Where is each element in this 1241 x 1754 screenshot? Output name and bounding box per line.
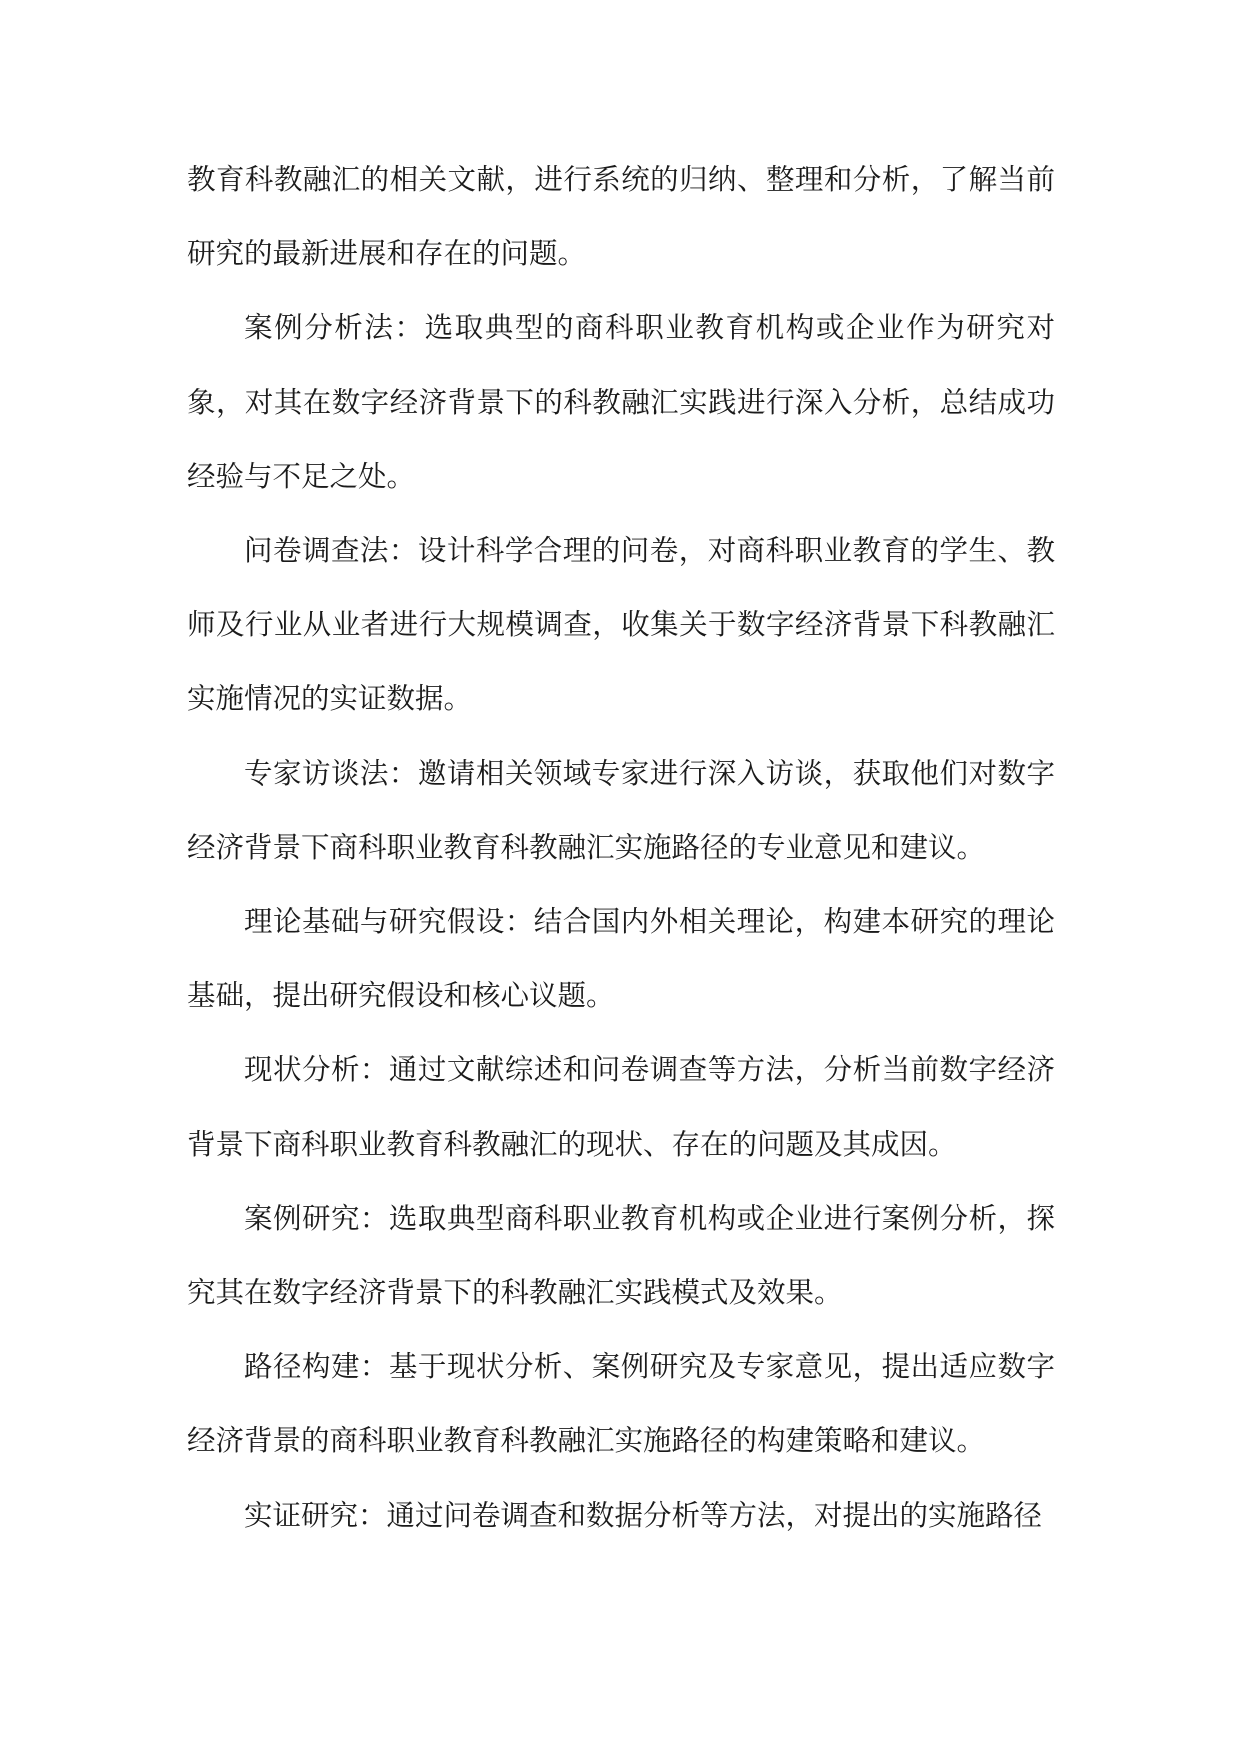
paragraph-expert-interview-method: 专家访谈法：邀请相关领域专家进行深入访谈，获取他们对数字经济背景下商科职业教育科教融汇实施路径的专业意见和建议。 (187, 756, 1055, 864)
paragraph-case-study: 案例研究：选取典型商科职业教育机构或企业进行案例分析，探究其在数字经济背景下的科教融汇实践模式及效果。 (187, 1201, 1055, 1310)
paragraph-theoretical-basis: 理论基础与研究假设：结合国内外相关理论，构建本研究的理论基础，提出研究假设和核心议题。 (187, 905, 1055, 1013)
paragraph-questionnaire-method: 问卷调查法：设计科学合理的问卷，对商科职业教育的学生、教师及行业从业者进行大规模调查，收集关于数字经济背景下科教融汇实施情况的实证数据。 (187, 534, 1055, 716)
paragraph-literature-continuation: 教育科教融汇的相关文献，进行系统的归纳、整理和分析，了解当前研究的最新进展和存在的问题。 (187, 163, 1055, 271)
paragraph-status-analysis: 现状分析：通过文献综述和问卷调查等方法，分析当前数字经济背景下商科职业教育科教融汇的现状、存在的问题及其成因。 (187, 1053, 1055, 1161)
paragraph-path-construction: 路径构建：基于现状分析、案例研究及专家意见，提出适应数字经济背景的商科职业教育科教融汇实施路径的构建策略和建议。 (187, 1350, 1055, 1458)
paragraph-empirical-research: 实证研究：通过问卷调查和数据分析等方法，对提出的实施路径 (244, 1498, 1043, 1532)
body-text (187, 143, 1055, 1553)
paragraph-case-analysis-method: 案例分析法：选取典型的商科职业教育机构或企业作为研究对象，对其在数字经济背景下的科教融汇实践进行深入分析，总结成功经验与不足之处。 (187, 311, 1055, 493)
